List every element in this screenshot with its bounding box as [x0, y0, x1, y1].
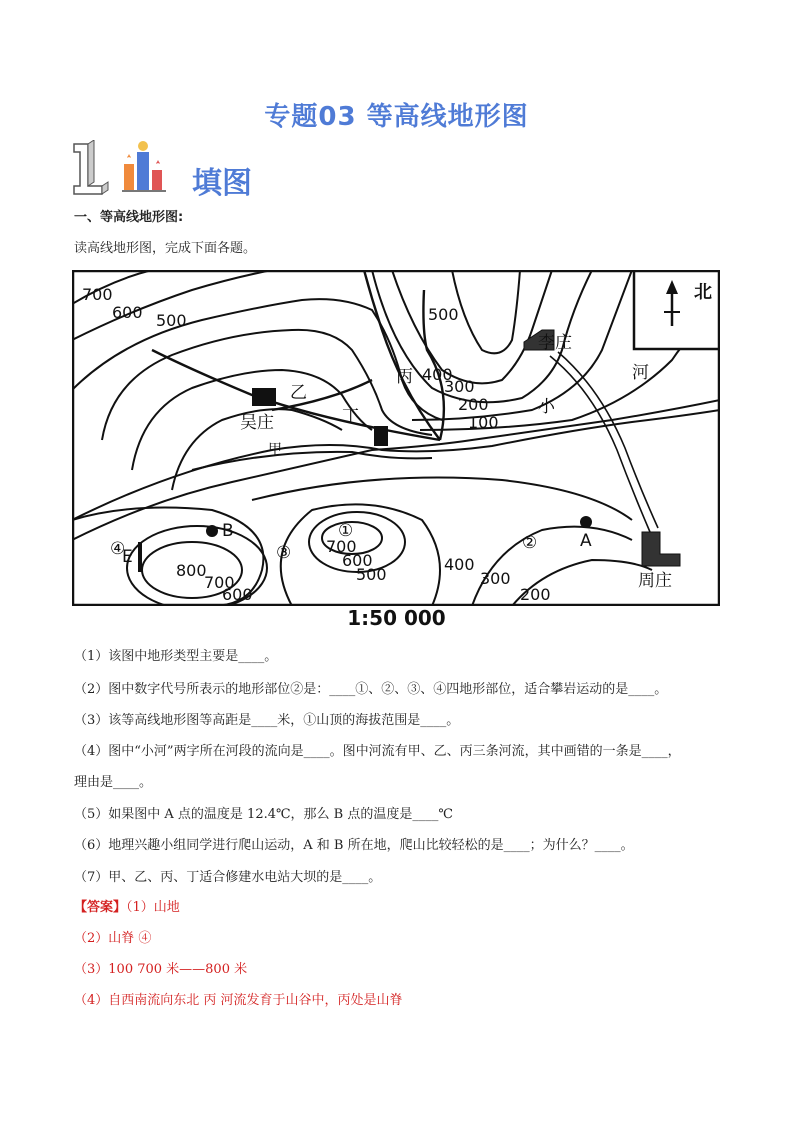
question-4: （4）图中“小河”两字所在河段的流向是____。图中河流有甲、乙、丙三条河流，其中画错的一条是____， — [74, 744, 681, 759]
contour-label: 600 — [112, 303, 143, 322]
banner-label: 填图 — [192, 166, 252, 201]
contour-label: 700 — [82, 285, 113, 304]
contour-label: 500 — [428, 305, 459, 324]
contour-label: 500 — [156, 311, 187, 330]
answer-3: （3）100 700 米——800 米 — [74, 962, 248, 977]
place-zhou: 周庄 — [638, 571, 672, 591]
north-label: 北 — [694, 282, 712, 303]
mark-yi: 乙 — [290, 383, 307, 403]
place-li: 李庄 — [538, 333, 572, 353]
mark-circle4: ④ — [110, 539, 126, 559]
mark-bing: 丙 — [396, 367, 413, 387]
place-wu: 吴庄 — [240, 413, 274, 433]
contour-label: 200 — [458, 395, 489, 414]
contour-label: 700 — [326, 537, 357, 556]
answer-1-text: （1）山地 — [126, 900, 180, 915]
mark-circle2: ② — [522, 533, 538, 553]
mark-E: E — [122, 547, 133, 567]
question-7: （7）甲、乙、丙、丁适合修建水电站大坝的是____。 — [74, 870, 382, 885]
contour-label: 400 — [444, 555, 475, 574]
mark-circle1: ① — [338, 521, 354, 541]
intro-text: 读高线地形图，完成下面各题。 — [74, 241, 257, 256]
mark-B: B — [222, 521, 234, 541]
answer-1 — [74, 896, 180, 915]
question-1: （1）该图中地形类型主要是____。 — [74, 649, 278, 664]
mark-jia: 甲 — [268, 442, 282, 458]
question-4-reason: 理由是____。 — [74, 775, 153, 790]
contour-label: 400 — [422, 365, 453, 384]
section-heading: 一、等高线地形图: — [74, 210, 184, 225]
contour-label: 600 — [342, 551, 373, 570]
contour-label: 200 — [520, 585, 551, 604]
answer-2: （2）山脊 ④ — [74, 931, 152, 946]
contour-label: 600 — [222, 585, 253, 604]
contour-label: 700 — [204, 573, 235, 592]
contour-label: 100 — [468, 413, 499, 432]
contour-map — [72, 270, 720, 606]
contour-label: 300 — [480, 569, 511, 588]
question-5: （5）如果图中 A 点的温度是 12.4℃，那么 B 点的温度是____℃ — [74, 807, 453, 822]
answer-4: （4）自西南流向东北 丙 河流发育于山谷中，丙处是山脊 — [74, 993, 403, 1008]
question-2: （2）图中数字代号所表示的地形部位②是：____①、②、③、④四地形部位，适合攀岩运动的是____。 — [74, 682, 668, 697]
question-3: （3）该等高线地形图等高距是____米，①山顶的海拔范围是____。 — [74, 713, 460, 728]
contour-label: 300 — [444, 377, 475, 396]
mark-he: 河 — [632, 363, 649, 383]
mark-circle3: ③ — [276, 543, 292, 563]
mark-ding: 丁 — [342, 407, 359, 427]
mark-xiao: 小 — [538, 397, 555, 417]
map-scale: 1:50 000 — [347, 606, 446, 630]
page-title: 专题03 等高线地形图 — [264, 102, 529, 132]
contour-label: 800 — [176, 561, 207, 580]
mark-A: A — [580, 531, 592, 551]
contour-label: 500 — [356, 565, 387, 584]
answer-tag: 【答案】 — [74, 900, 127, 915]
question-6: （6）地理兴趣小组同学进行爬山运动，A 和 B 所在地，爬山比较轻松的是____；为什么？____。 — [74, 838, 634, 853]
